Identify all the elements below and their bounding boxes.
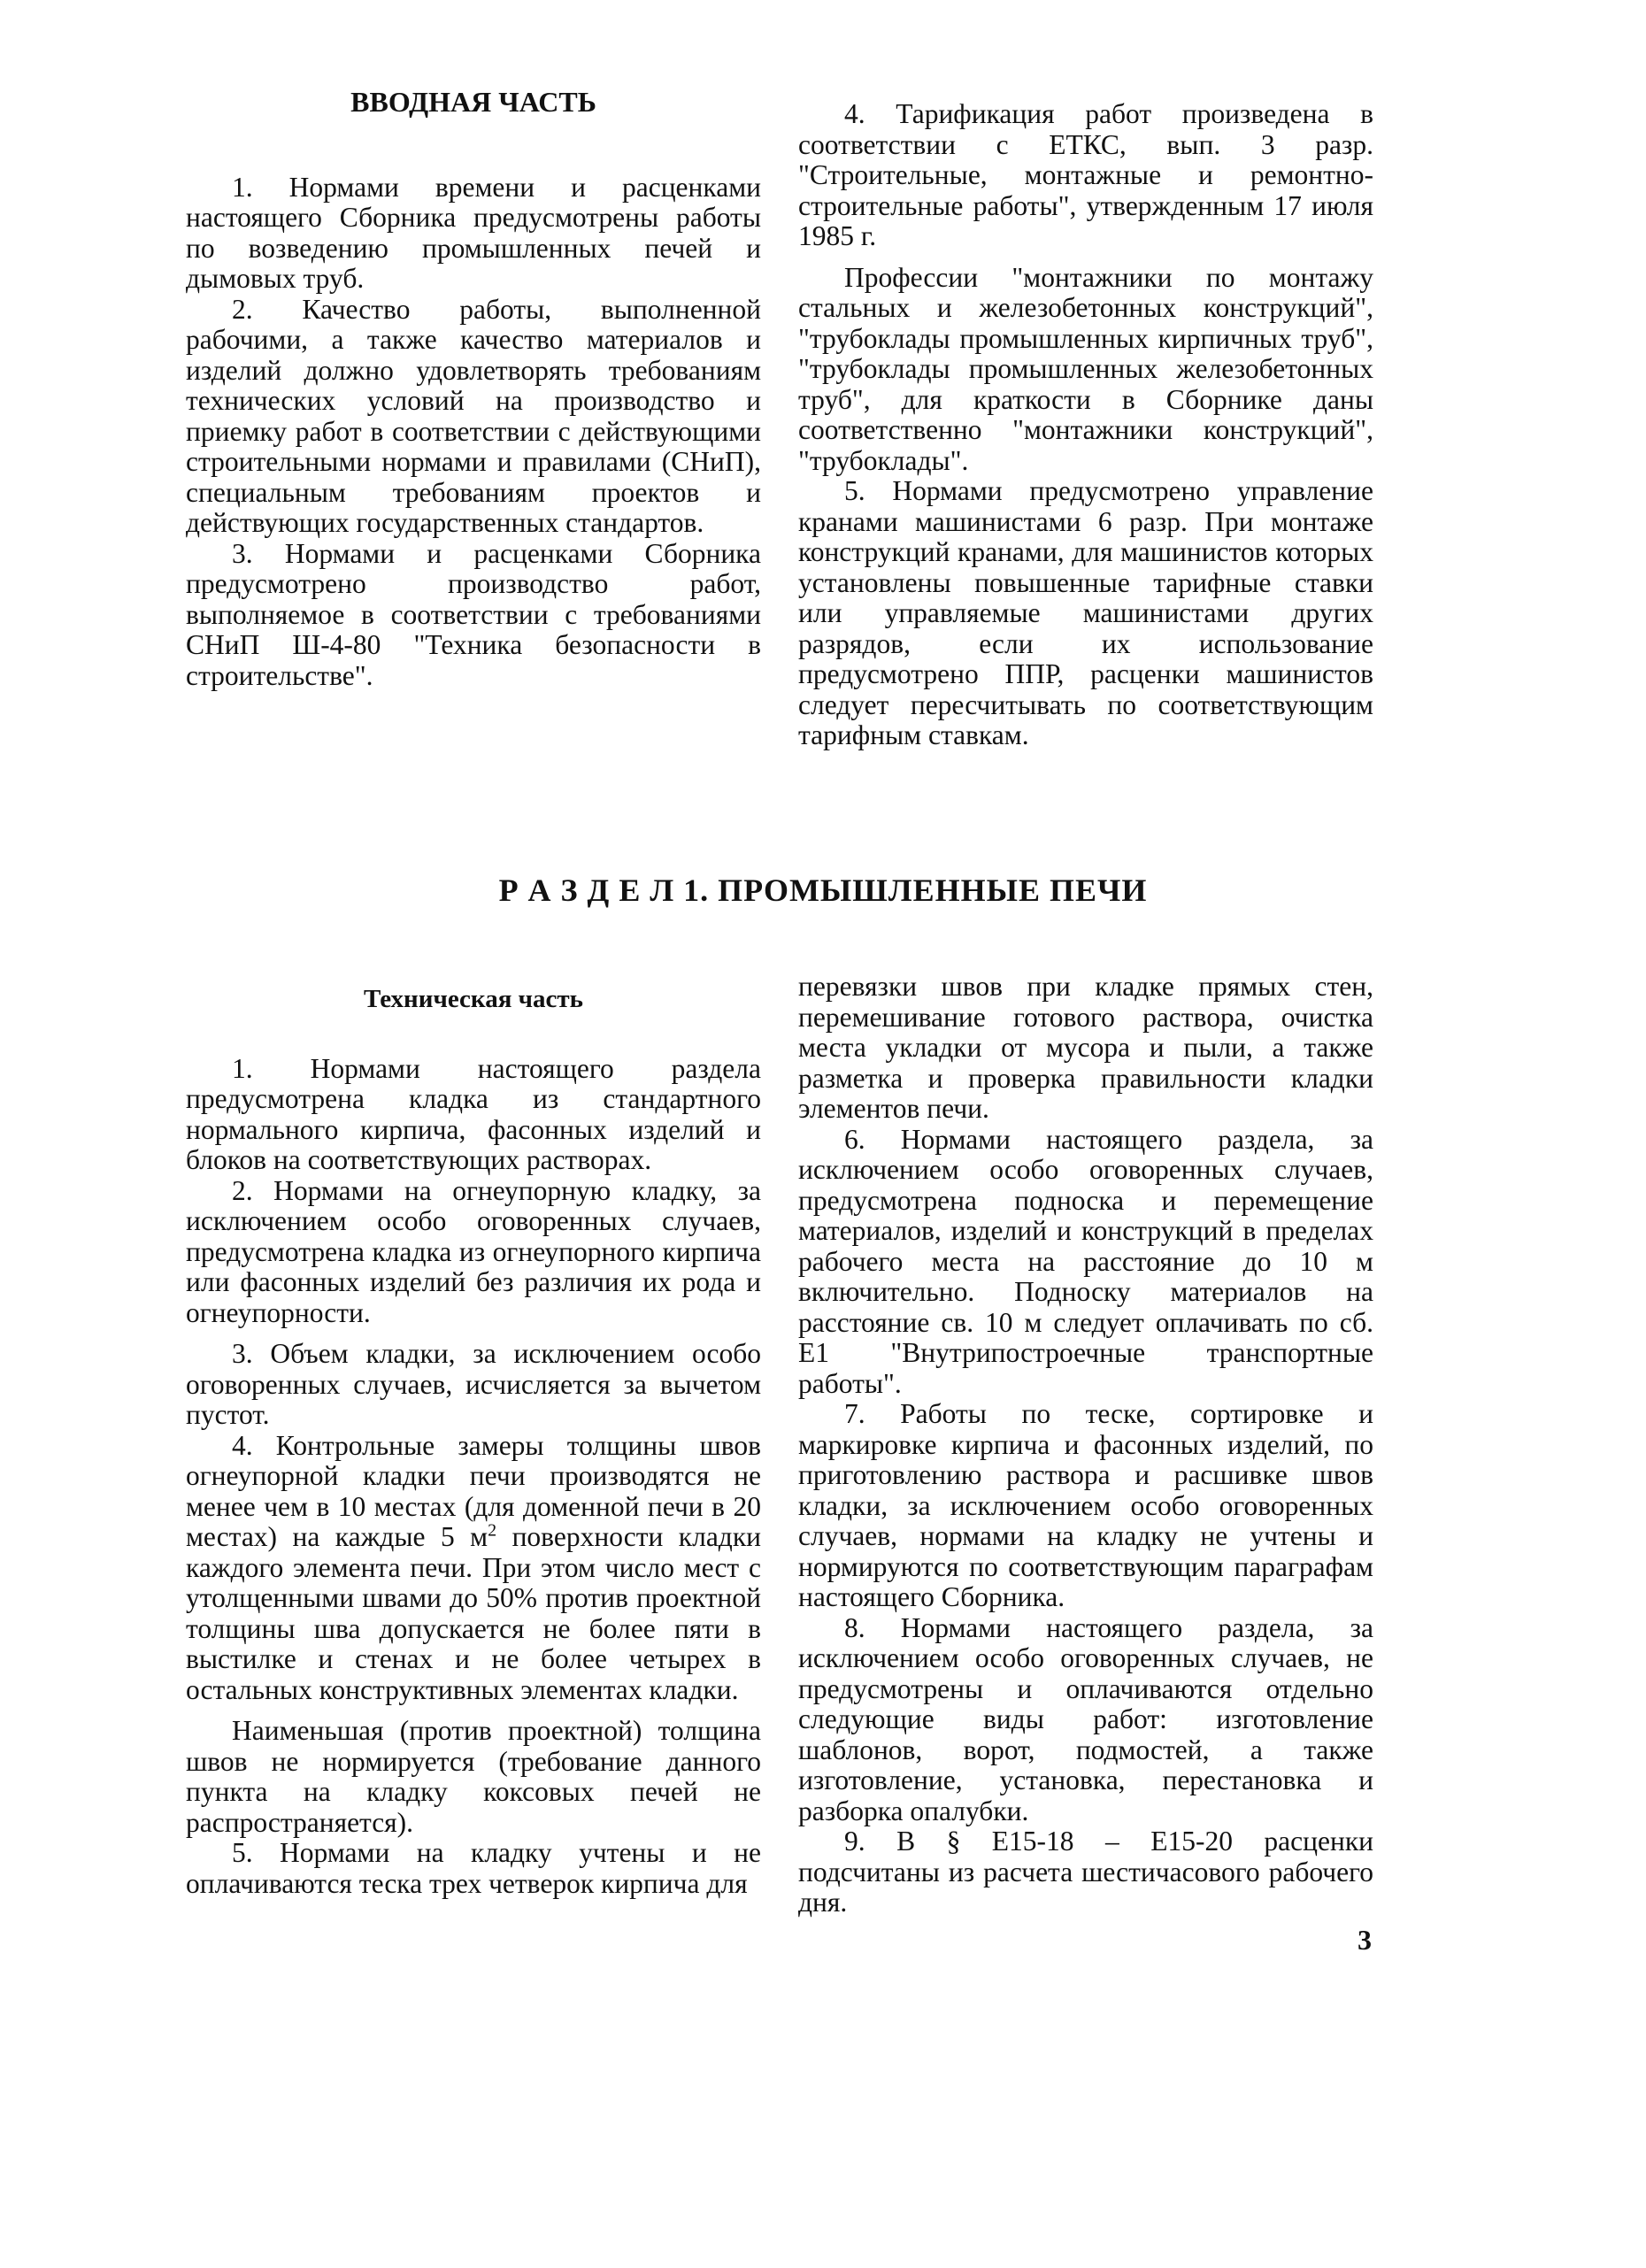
intro-right-column	[798, 99, 1373, 751]
intro-paragraph-3: 3. Нормами и расценками Сборника предусмотрено производство работ, выполняемое в соответствии с требованиями СНиП Ш-4-80 "Техника безопасности в строительстве".	[186, 537, 761, 691]
section-paragraph-8: 8. Нормами настоящего раздела, за исключением особо оговоренных случаев, не предусмотрены и оплачиваются отдельно следующие виды работ: изготовление шаблонов, ворот, подмостей, а также изготовление, установка, перестановка и разборка опалубки.	[798, 1611, 1373, 1826]
section-paragraph-5: 5. Нормами на кладку учтены и не оплачиваются теска трех четверок кирпича для	[186, 1837, 761, 1899]
intro-left-column	[186, 87, 761, 691]
section-paragraph-7: 7. Работы по теске, сортировке и маркировке кирпича и фасонных изделий, по приготовлению раствора и расшивке швов кладки, за исключением особо оговоренных случаев, нормами на кладку не учтены и нормируются по соответствующим параграфам настоящего Сборника.	[798, 1398, 1373, 1612]
page-number: 3	[1358, 1924, 1372, 1956]
section-title: Р А З Д Е Л 1. ПРОМЫШЛЕННЫЕ ПЕЧИ	[498, 873, 1148, 908]
intro-paragraph-1: 1. Нормами времени и расценками настоящего Сборника предусмотрены работы по возведению промышленных печей и дымовых труб.	[186, 171, 761, 294]
section-paragraph-2: 2. Нормами на огнеупорную кладку, за исключением особо оговоренных случаев, предусмотрена кладка из огнеупорного кирпича или фасонных изделий без различия их рода и огнеупорности.	[186, 1174, 761, 1328]
superscript: 2	[488, 1520, 497, 1541]
intro-paragraph-2: 2. Качество работы, выполненной рабочими, а также качество материалов и изделий должно удовлетворять требованиям технических условий на производство и приемку работ в соответствии с действующими строительными нормами и правилами (СНиП), специальным требованиям проектов и действующих государственных стандартов.	[186, 293, 761, 538]
intro-heading: ВВОДНАЯ ЧАСТЬ	[350, 86, 596, 118]
intro-paragraph-4: 4. Тарификация работ произведена в соответствии с ЕТКС, вып. 3 разр. "Строительные, монтажные и ремонтно-строительные работы", утвержденным 17 июля 1985 г.	[798, 98, 1373, 251]
section-paragraph-5-continued: перевязки швов при кладке прямых стен, перемешивание готового раствора, очистка места укладки от мусора и пыли, а также разметка и проверка правильности кладки элементов печи.	[798, 971, 1373, 1124]
section-paragraph-9: 9. В § Е15-18 – Е15-20 расценки подсчитаны из расчета шестичасового рабочего дня.	[798, 1826, 1373, 1918]
section-subheading: Техническая часть	[364, 985, 583, 1013]
section-paragraph-4-start: 4. Контрольные замеры толщины швов огнеупорной кладки печи производятся не менее чем в 10 местах (для доменной печи в 20 местах) на каждые 5 м	[186, 1429, 761, 1552]
section-paragraph-4-end: поверхности кладки каждого элемента печи. При этом число мест с утолщенными швами до 50% против проектной толщины шва допускается не более пяти в выстилке и стенах и не более четырех в остальных конструктивных элементах кладки.	[186, 1521, 761, 1705]
intro-paragraph-5: 5. Нормами предусмотрено управление кранами машинистами 6 разр. При монтаже конструкций кранами, для машинистов которых установлены повышенные тарифные ставки или управляемые машинистами других разрядов, если их использование предусмотрено ППР, расценки машинистов следует пересчитывать по соответствующим тарифным ставкам.	[798, 475, 1373, 750]
intro-paragraph-4b: Профессии "монтажники по монтажу стальных и железобетонных конструкций", "трубоклады промышленных кирпичных труб", "трубоклады промышленных железобетонных труб", для краткости в Сборнике даны соответственно "монтажники конструкций", "трубоклады".	[798, 261, 1373, 476]
section-paragraph-4b: Наименьшая (против проектной) толщина швов не нормируется (требование данного пункта на кладку коксовых печей не распространяется).	[186, 1715, 761, 1838]
section-left-column	[186, 984, 761, 1899]
section-paragraph-6: 6. Нормами настоящего раздела, за исключением особо оговоренных случаев, предусмотрена подноска и перемещение материалов, изделий и конструкций в пределах рабочего места на расстояние до 10 м включительно. Подноску материалов на расстояние св. 10 м следует оплачивать по сб. Е1 "Внутрипостроечные транспортные работы".	[798, 1123, 1373, 1399]
section-paragraph-4	[186, 1431, 761, 1706]
section-paragraph-3: 3. Объем кладки, за исключением особо оговоренных случаев, исчисляется за вычетом пустот.	[186, 1338, 761, 1430]
section-paragraph-1: 1. Нормами настоящего раздела предусмотрена кладка из стандартного нормального кирпича, фасонных изделий и блоков на соответствующих растворах.	[186, 1052, 761, 1175]
section-right-column	[798, 972, 1373, 1918]
